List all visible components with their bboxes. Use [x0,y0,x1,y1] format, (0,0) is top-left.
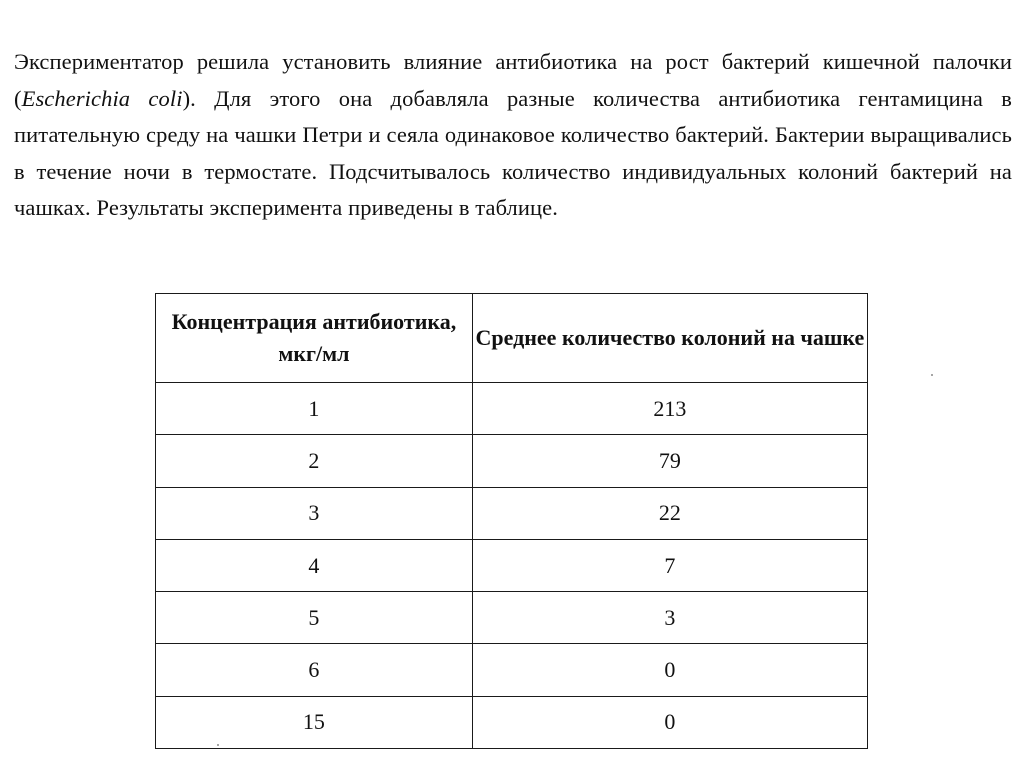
cell-colonies: 7 [472,539,867,591]
cell-concentration: 2 [156,435,473,487]
cell-colonies: 3 [472,592,867,644]
scan-speck [217,744,219,746]
cell-colonies: 213 [472,383,867,435]
cell-concentration: 1 [156,383,473,435]
results-table [155,293,868,749]
cell-concentration: 5 [156,592,473,644]
cell-colonies: 79 [472,435,867,487]
cell-concentration: 6 [156,644,473,696]
table-row [156,435,868,487]
cell-concentration: 3 [156,487,473,539]
header-colonies: Среднее количество колоний на чашке [472,294,867,383]
table-header-row [156,294,868,383]
table-row [156,539,868,591]
scan-speck [931,374,933,376]
cell-concentration: 15 [156,696,473,748]
intro-paragraph [14,44,1012,227]
species-name: Escherichia coli [21,85,183,111]
intro-text-part2: ). Для этого она добавляла разные количества антибиотика гентамицина в питательную среду на чашки Петри и сеяла одинаковое количество бактерий. Бактерии выращивались в течение ночи в термостате. Подсчитывалось количество индивидуальных колоний бактерий на чашках. Результаты эксперимента приведены в таблице. [14,85,1012,220]
table-row [156,696,868,748]
header-concentration: Концентрация антибиотика, мкг/мл [156,294,473,383]
intro-text-part1: Экспериментатор решила установить влияние антибиотика на рост бактерий кишечной палочки ( [14,49,1012,111]
cell-colonies: 22 [472,487,867,539]
table-row [156,487,868,539]
table-row [156,383,868,435]
table-row [156,644,868,696]
cell-concentration: 4 [156,539,473,591]
cell-colonies: 0 [472,644,867,696]
cell-colonies: 0 [472,696,867,748]
table-row [156,592,868,644]
